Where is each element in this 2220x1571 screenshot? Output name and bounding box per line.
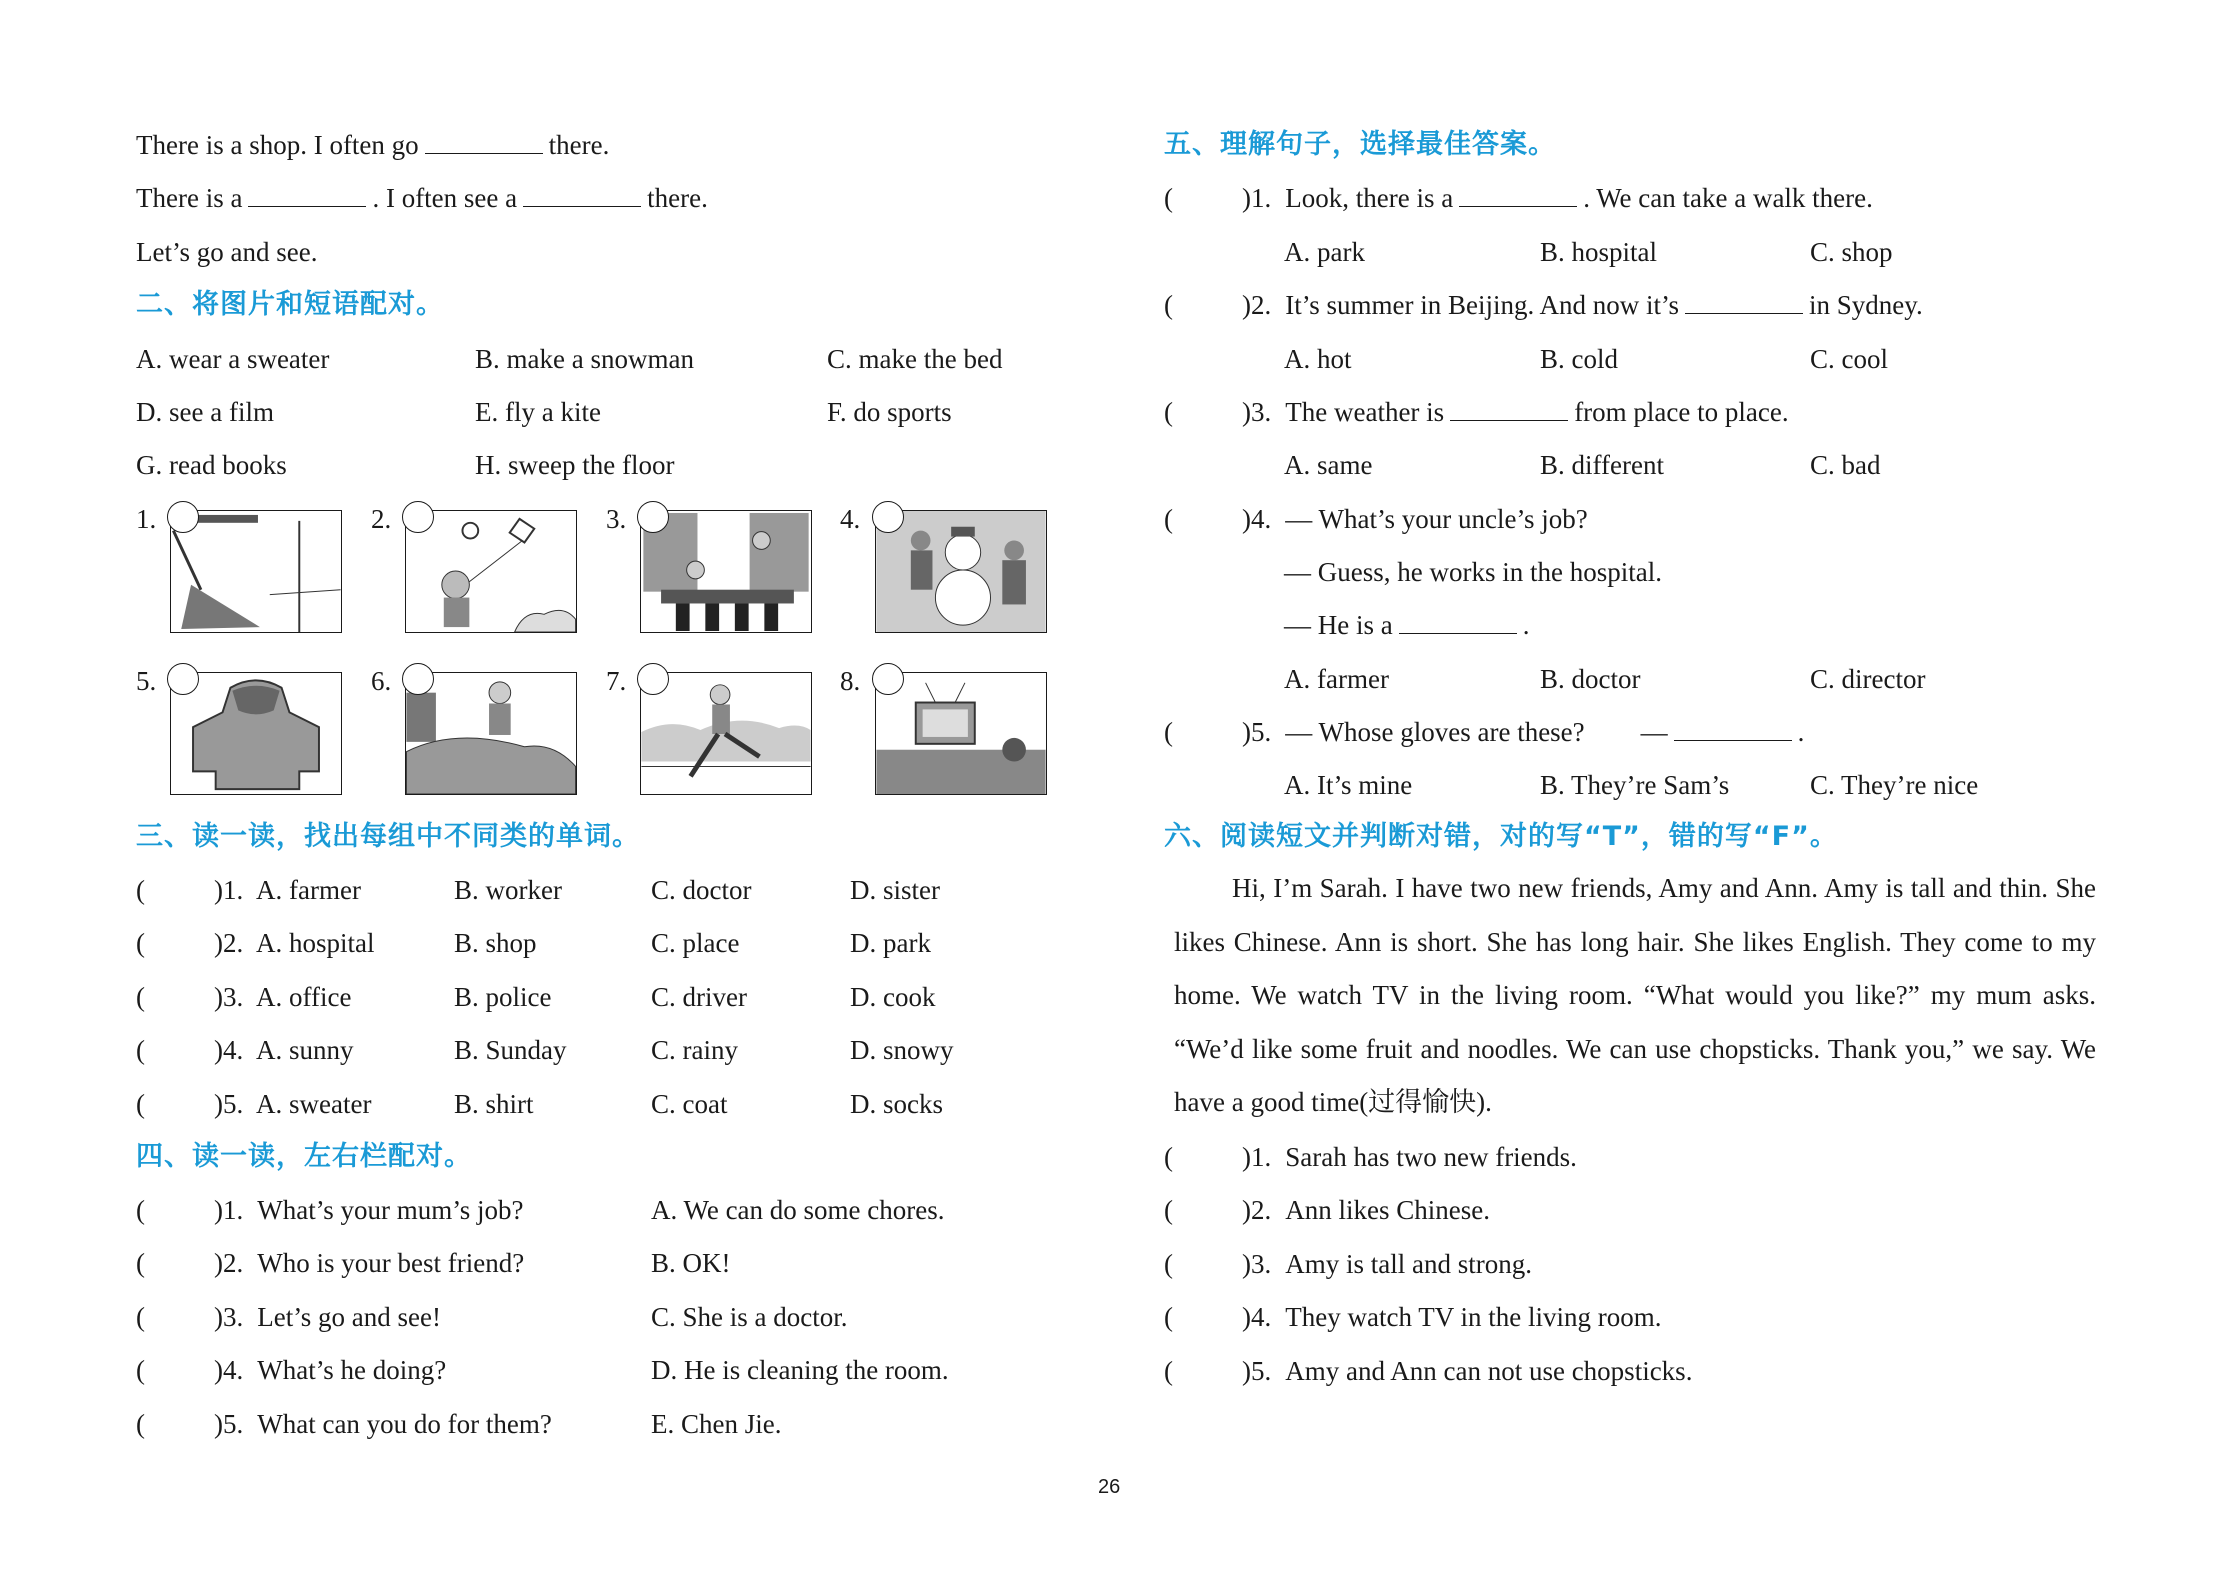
sweeping-floor-picture bbox=[170, 510, 342, 633]
word-group-row bbox=[136, 1033, 243, 1067]
answer-circle[interactable] bbox=[637, 663, 669, 695]
picture-number: 2. bbox=[371, 504, 392, 534]
match-question: Who is your best friend? bbox=[257, 1248, 525, 1279]
word-option: D. snowy bbox=[850, 1035, 954, 1066]
word-option: C. coat bbox=[651, 1088, 728, 1119]
match-answer: D. He is cleaning the room. bbox=[651, 1355, 949, 1386]
item-number: )5. bbox=[1242, 1355, 1272, 1386]
answer-circle[interactable] bbox=[872, 501, 904, 533]
intro-line-2: There is a . I often see a there. bbox=[136, 183, 708, 213]
statement: Amy is tall and strong. bbox=[1285, 1248, 1532, 1279]
answer-paren[interactable]: ( bbox=[136, 1408, 145, 1439]
word-option: A. office bbox=[256, 981, 352, 1012]
choice-option: B. hospital bbox=[1540, 237, 1658, 267]
match-answer: E. Chen Jie. bbox=[651, 1408, 782, 1439]
running-picture bbox=[640, 672, 812, 795]
choice-option: B. different bbox=[1540, 450, 1664, 480]
answer-paren[interactable]: ( bbox=[136, 981, 145, 1012]
choice-option: C. director bbox=[1810, 664, 1926, 694]
choice-option: A. hot bbox=[1284, 344, 1352, 374]
word-option: A. sweater bbox=[256, 1088, 372, 1119]
match-answer: A. We can do some chores. bbox=[651, 1195, 945, 1225]
match-answer: C. She is a doctor. bbox=[651, 1301, 848, 1332]
choice-option: A. farmer bbox=[1284, 664, 1389, 694]
page-number: 26 bbox=[1098, 1476, 1121, 1498]
answer-paren[interactable]: ( bbox=[136, 875, 145, 905]
section-3-title: 三、读一读，找出每组中不同类的单词。 bbox=[136, 821, 640, 852]
picture-number: 4. bbox=[840, 504, 861, 534]
answer-blank[interactable] bbox=[425, 131, 543, 154]
question-row: ( )5. — Whose gloves are these? — . bbox=[1164, 717, 1805, 747]
true-false-row bbox=[1164, 1247, 1532, 1281]
answer-paren[interactable]: ( bbox=[1164, 717, 1173, 747]
word-option: A. hospital bbox=[256, 928, 375, 959]
word-option: B. Sunday bbox=[454, 1035, 567, 1066]
word-group-row bbox=[136, 926, 243, 960]
question-row: ( )4. — What’s your uncle’s job? bbox=[1164, 504, 1588, 534]
answer-paren[interactable]: ( bbox=[1164, 1142, 1173, 1172]
reading-passage: Hi, I’m Sarah. I have two new friends, Amy and Ann. Amy is tall and thin. She likes Chinese. Ann is short. She has long hair. She likes English. They come to my home. We watch TV in the living room. “What would you like?” my mum asks. “We’d like some fruit and noodles. We can use chopsticks. Thank you,” we say. We have a good time(过得愉快). bbox=[1174, 873, 2096, 1117]
word-option: C. driver bbox=[651, 981, 747, 1012]
section-5-title: 五、理解句子，选择最佳答案。 bbox=[1164, 129, 1556, 160]
kite-picture bbox=[405, 510, 577, 633]
word-option: D. park bbox=[850, 928, 931, 959]
phrase-option: C. make the bed bbox=[827, 344, 1003, 374]
word-option: B. shop bbox=[454, 928, 537, 959]
phrase-option: E. fly a kite bbox=[475, 397, 601, 427]
answer-blank[interactable] bbox=[523, 184, 641, 207]
question-row: ( )2. It’s summer in Beijing. And now it’s in Sydney. bbox=[1164, 290, 1923, 320]
choice-option: C. shop bbox=[1810, 237, 1893, 267]
answer-paren[interactable]: ( bbox=[1164, 1248, 1173, 1279]
answer-circle[interactable] bbox=[167, 663, 199, 695]
answer-paren[interactable]: ( bbox=[136, 1248, 145, 1279]
phrase-option: A. wear a sweater bbox=[136, 344, 330, 374]
picture-number: 3. bbox=[606, 504, 627, 534]
item-number: )1. bbox=[214, 875, 244, 905]
word-group-row bbox=[136, 873, 243, 907]
choice-option: B. doctor bbox=[1540, 664, 1641, 694]
choice-option: A. same bbox=[1284, 450, 1373, 480]
item-number: )1. bbox=[1242, 1142, 1272, 1172]
answer-blank[interactable] bbox=[1674, 718, 1792, 741]
answer-circle[interactable] bbox=[167, 501, 199, 533]
item-number: )3. bbox=[214, 981, 244, 1012]
picture-number: 8. bbox=[840, 666, 861, 696]
item-number: )5. bbox=[214, 1408, 244, 1439]
statement: Sarah has two new friends. bbox=[1285, 1142, 1577, 1172]
item-number: )4. bbox=[214, 1355, 244, 1386]
phrase-option: D. see a film bbox=[136, 397, 274, 427]
statement: Amy and Ann can not use chopsticks. bbox=[1285, 1355, 1693, 1386]
choice-option: C. bad bbox=[1810, 450, 1881, 480]
match-question: What’s he doing? bbox=[257, 1355, 447, 1386]
intro-line-3: Let’s go and see. bbox=[136, 237, 318, 267]
answer-paren[interactable]: ( bbox=[136, 1301, 145, 1332]
phrase-option: B. make a snowman bbox=[475, 344, 694, 374]
match-question: Let’s go and see! bbox=[257, 1301, 441, 1332]
item-number: )1. bbox=[214, 1195, 244, 1225]
picture-number: 1. bbox=[136, 504, 157, 534]
phrase-option: H. sweep the floor bbox=[475, 450, 675, 480]
tv-picture bbox=[875, 672, 1047, 795]
match-answer: B. OK! bbox=[651, 1248, 731, 1279]
item-number: )2. bbox=[214, 1248, 244, 1279]
phrase-option: F. do sports bbox=[827, 397, 952, 427]
answer-paren[interactable]: ( bbox=[136, 1035, 145, 1066]
item-number: )3. bbox=[1242, 1248, 1272, 1279]
snowman-picture bbox=[875, 510, 1047, 633]
answer-paren[interactable]: ( bbox=[136, 1355, 145, 1386]
choice-option: B. They’re Sam’s bbox=[1540, 770, 1730, 800]
dialogue-line: — He is a . bbox=[1284, 610, 1530, 640]
true-false-row bbox=[1164, 1193, 1490, 1227]
answer-blank[interactable] bbox=[1399, 611, 1517, 634]
match-question: What can you do for them? bbox=[257, 1408, 552, 1439]
section-6-title: 六、阅读短文并判断对错，对的写“T”，错的写“F”。 bbox=[1164, 821, 1838, 852]
answer-paren[interactable]: ( bbox=[1164, 290, 1173, 320]
word-option: C. rainy bbox=[651, 1035, 738, 1066]
answer-circle[interactable] bbox=[402, 663, 434, 695]
word-option: D. socks bbox=[850, 1088, 943, 1119]
library-picture bbox=[640, 510, 812, 633]
word-option: B. police bbox=[454, 981, 552, 1012]
answer-paren[interactable]: ( bbox=[1164, 1302, 1173, 1333]
word-option: D. sister bbox=[850, 875, 940, 905]
word-option: C. doctor bbox=[651, 875, 752, 905]
word-option: C. place bbox=[651, 928, 740, 959]
match-question-row bbox=[136, 1246, 524, 1280]
picture-number: 7. bbox=[606, 666, 627, 696]
word-group-row bbox=[136, 980, 243, 1014]
statement: They watch TV in the living room. bbox=[1285, 1302, 1662, 1333]
sweater-picture bbox=[170, 672, 342, 795]
answer-blank[interactable] bbox=[1459, 184, 1577, 207]
answer-circle[interactable] bbox=[872, 663, 904, 695]
answer-blank[interactable] bbox=[248, 184, 366, 207]
answer-paren[interactable]: ( bbox=[1164, 397, 1173, 427]
question-row: ( )3. The weather is from place to place. bbox=[1164, 397, 1789, 427]
dialogue-line: — Guess, he works in the hospital. bbox=[1284, 557, 1662, 587]
match-question-row bbox=[136, 1193, 523, 1227]
word-option: D. cook bbox=[850, 981, 936, 1012]
answer-paren[interactable]: ( bbox=[1164, 1355, 1173, 1386]
answer-blank[interactable] bbox=[1685, 291, 1803, 314]
item-number: )4. bbox=[1242, 1302, 1272, 1333]
section-2-title: 二、将图片和短语配对。 bbox=[136, 289, 444, 320]
word-option: B. worker bbox=[454, 875, 562, 905]
word-option: A. farmer bbox=[256, 875, 361, 905]
true-false-row bbox=[1164, 1140, 1577, 1174]
choice-option: B. cold bbox=[1540, 344, 1618, 374]
answer-paren[interactable]: ( bbox=[1164, 504, 1173, 534]
match-question-row bbox=[136, 1300, 441, 1334]
word-option: B. shirt bbox=[454, 1088, 534, 1119]
phrase-option: G. read books bbox=[136, 450, 287, 480]
answer-paren[interactable]: ( bbox=[1164, 183, 1173, 213]
choice-option: C. They’re nice bbox=[1810, 770, 1979, 800]
item-number: )2. bbox=[1242, 1195, 1272, 1226]
picture-number: 6. bbox=[371, 666, 392, 696]
word-group-row bbox=[136, 1087, 243, 1121]
item-number: )4. bbox=[214, 1035, 244, 1066]
match-question: What’s your mum’s job? bbox=[257, 1195, 524, 1225]
question-row: ( )1. Look, there is a . We can take a walk there. bbox=[1164, 183, 1873, 213]
section-4-title: 四、读一读，左右栏配对。 bbox=[136, 1141, 472, 1172]
bed-picture bbox=[405, 672, 577, 795]
true-false-row bbox=[1164, 1300, 1661, 1334]
choice-option: A. park bbox=[1284, 237, 1365, 267]
answer-circle[interactable] bbox=[402, 501, 434, 533]
match-question-row bbox=[136, 1353, 446, 1387]
answer-paren[interactable]: ( bbox=[136, 1195, 145, 1225]
answer-paren[interactable]: ( bbox=[136, 1088, 145, 1119]
item-number: )3. bbox=[214, 1301, 244, 1332]
answer-paren[interactable]: ( bbox=[1164, 1195, 1173, 1226]
answer-blank[interactable] bbox=[1450, 398, 1568, 421]
true-false-row bbox=[1164, 1354, 1692, 1388]
item-number: )5. bbox=[214, 1088, 244, 1119]
answer-circle[interactable] bbox=[637, 501, 669, 533]
answer-paren[interactable]: ( bbox=[136, 928, 145, 959]
item-number: )2. bbox=[214, 928, 244, 959]
intro-line-1: There is a shop. I often go there. bbox=[136, 130, 610, 160]
word-option: A. sunny bbox=[256, 1035, 354, 1066]
choice-option: C. cool bbox=[1810, 344, 1888, 374]
picture-number: 5. bbox=[136, 666, 157, 696]
choice-option: A. It’s mine bbox=[1284, 770, 1413, 800]
statement: Ann likes Chinese. bbox=[1285, 1195, 1490, 1226]
match-question-row bbox=[136, 1407, 552, 1441]
